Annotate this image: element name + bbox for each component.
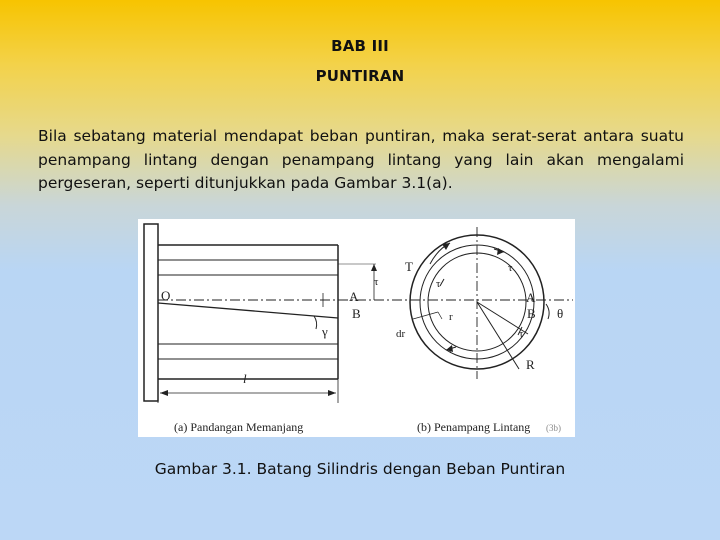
label-A-right: A: [526, 290, 536, 305]
label-tau-top: τ: [508, 262, 513, 274]
label-tau-mid: τ: [436, 278, 441, 290]
label-tau-bottom: τ: [448, 344, 453, 356]
body-paragraph: Bila sebatang material mendapat beban puntiran, maka serat-serat antara suatu penampang lintang dengan penampang lintang yang lain akan mengalami pergeseran, seperti ditunjukkan pada Gambar 3.1(a).: [38, 127, 684, 192]
label-R: R: [526, 357, 535, 372]
label-B-left: B: [352, 306, 361, 321]
fixed-support: [144, 224, 158, 401]
label-tau-right: τ: [519, 328, 524, 340]
label-l: l: [243, 371, 247, 386]
label-T: T: [405, 259, 413, 274]
torsion-diagram-svg: [138, 219, 575, 437]
chapter-heading: BAB III: [331, 37, 389, 55]
label-O: O: [161, 288, 171, 303]
label-r: r: [449, 311, 453, 323]
label-theta: θ: [557, 306, 564, 321]
label-B-right: B: [527, 306, 536, 321]
caption-longitudinal: (a) Pandangan Memanjang: [174, 420, 304, 434]
label-tau-left: τ: [374, 276, 379, 288]
label-gamma: γ: [322, 324, 328, 339]
label-A-left: A: [349, 289, 359, 304]
figure-caption: Gambar 3.1. Batang Silindris dengan Beban Puntiran: [154, 460, 566, 478]
diagram-labels: [161, 259, 563, 434]
figure-torsion-diagram: [138, 219, 575, 437]
caption-cross-section: (b) Penampang Lintang: [417, 420, 531, 434]
figure-corner-label: (3b): [546, 423, 561, 433]
label-dr: dr: [396, 328, 406, 340]
page-title: PUNTIRAN: [315, 67, 405, 85]
